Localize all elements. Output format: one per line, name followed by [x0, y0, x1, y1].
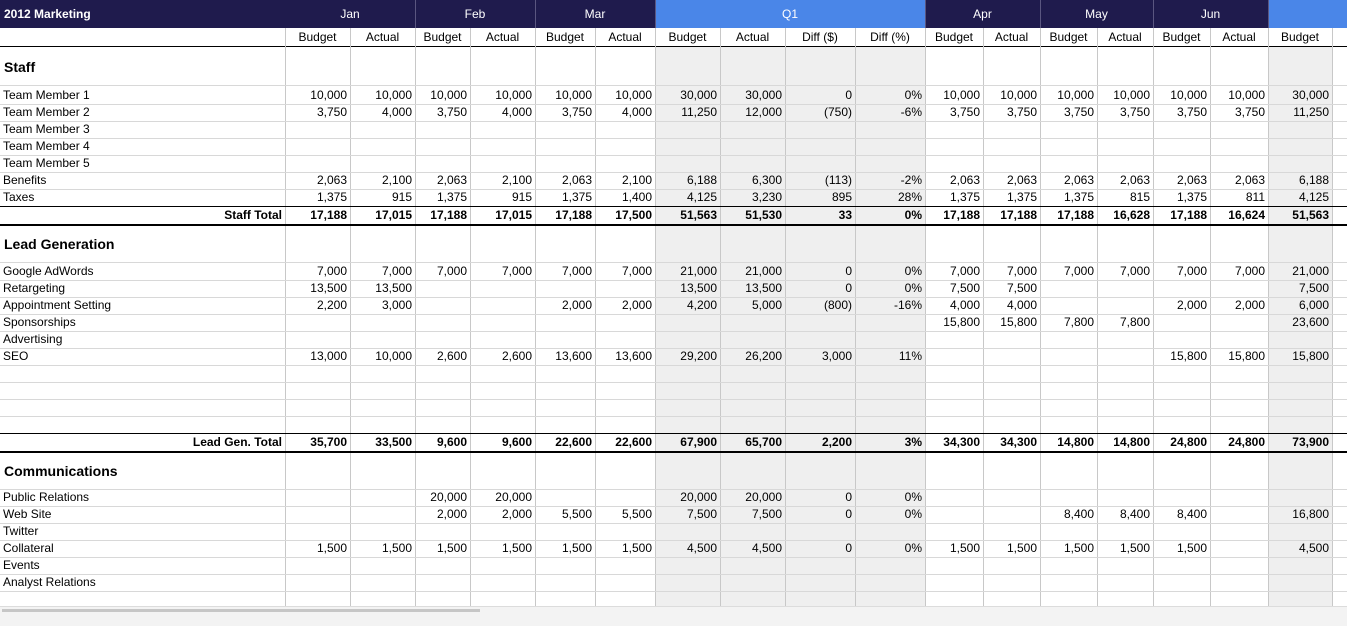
row-gridline [0, 85, 1347, 86]
data-cell[interactable]: 1,500 [501, 541, 532, 555]
row-label[interactable]: Sponsorships [3, 315, 76, 329]
data-cell[interactable]: 5,500 [561, 507, 592, 521]
data-cell[interactable]: 10,000 [555, 88, 592, 102]
row-label[interactable]: Retargeting [3, 281, 66, 295]
data-cell[interactable]: 7,000 [1119, 264, 1150, 278]
data-cell[interactable]: 1,500 [436, 541, 467, 555]
subheader-cell[interactable]: Actual [365, 30, 400, 44]
data-cell[interactable]: 0 [845, 541, 852, 555]
data-cell[interactable]: 4,000 [501, 105, 532, 119]
total-cell[interactable]: 0% [904, 208, 922, 222]
data-cell[interactable]: 26,200 [745, 349, 782, 363]
scrollbar-thumb[interactable] [2, 609, 480, 612]
subheader-cell[interactable]: Diff ($) [802, 30, 838, 44]
header-divider [1040, 0, 1041, 28]
data-cell[interactable]: 2,063 [436, 173, 467, 187]
total-cell[interactable]: 17,188 [310, 208, 347, 222]
data-cell[interactable]: 3,750 [1234, 105, 1265, 119]
data-cell[interactable]: 2,200 [316, 298, 347, 312]
data-cell[interactable]: 21,000 [680, 264, 717, 278]
data-cell[interactable]: 30,000 [745, 88, 782, 102]
total-cell[interactable]: 17,188 [555, 208, 592, 222]
row-label[interactable]: Appointment Setting [3, 298, 112, 312]
row-label[interactable]: Web Site [3, 507, 52, 521]
month-header[interactable] [1268, 0, 1347, 28]
data-cell[interactable]: 8,400 [1063, 507, 1094, 521]
data-cell[interactable]: 7,800 [1119, 315, 1150, 329]
month-header[interactable]: Jan [340, 7, 360, 21]
data-cell[interactable]: 3,750 [1119, 105, 1150, 119]
data-cell[interactable]: 13,500 [680, 281, 717, 295]
data-cell[interactable]: 11,250 [1293, 105, 1329, 119]
subheader-cell[interactable]: Budget [298, 30, 337, 44]
data-cell[interactable]: 0% [904, 281, 922, 295]
row-label[interactable]: Team Member 4 [3, 139, 90, 153]
data-cell[interactable]: 4,000 [381, 105, 412, 119]
data-cell[interactable]: 15,800 [943, 315, 980, 329]
total-cell[interactable]: 17,188 [1170, 208, 1207, 222]
data-cell[interactable]: 3,750 [1063, 105, 1094, 119]
row-label[interactable]: Benefits [3, 173, 47, 187]
data-cell[interactable]: 3,000 [821, 349, 852, 363]
data-cell[interactable]: 2,100 [621, 173, 652, 187]
total-cell[interactable]: 16,628 [1113, 208, 1150, 222]
row-label[interactable]: Team Member 5 [3, 156, 90, 170]
data-cell[interactable]: 3,000 [381, 298, 412, 312]
data-cell[interactable]: 10,000 [943, 88, 980, 102]
data-cell[interactable]: 1,375 [1063, 190, 1094, 204]
data-cell[interactable]: 3,230 [751, 190, 782, 204]
total-cell[interactable]: 73,900 [1292, 435, 1329, 449]
data-cell[interactable]: 3,750 [436, 105, 467, 119]
subheader-cell[interactable]: Budget [545, 30, 585, 44]
sheet-title: 2012 Marketing [4, 7, 91, 21]
month-header[interactable]: Mar [584, 7, 606, 21]
row-label[interactable]: Analyst Relations [3, 575, 96, 589]
data-cell[interactable]: 0% [904, 507, 922, 521]
data-cell[interactable]: 28% [897, 190, 922, 204]
data-cell[interactable]: 8,400 [1176, 507, 1207, 521]
data-cell[interactable]: 0 [845, 490, 852, 504]
row-label[interactable]: Twitter [3, 524, 39, 538]
data-cell[interactable]: 915 [511, 190, 532, 204]
data-cell[interactable]: 3,750 [949, 105, 980, 119]
row-label[interactable]: Google AdWords [3, 264, 94, 278]
data-cell[interactable]: 3,750 [1006, 105, 1037, 119]
data-cell[interactable]: 2,063 [1176, 173, 1207, 187]
data-cell[interactable]: 11,250 [681, 105, 717, 119]
total-cell[interactable]: 65,700 [745, 435, 782, 449]
total-cell[interactable]: 67,900 [680, 435, 717, 449]
data-cell[interactable]: 0 [845, 507, 852, 521]
data-cell[interactable]: 0% [904, 88, 922, 102]
header-divider [1153, 0, 1154, 28]
data-cell[interactable]: 7,000 [436, 264, 467, 278]
data-cell[interactable]: 10,000 [615, 88, 652, 102]
data-cell[interactable]: 30,000 [680, 88, 717, 102]
data-cell[interactable]: -6% [900, 105, 922, 119]
data-cell[interactable]: 4,500 [1298, 541, 1329, 555]
data-cell[interactable]: 23,600 [1292, 315, 1329, 329]
data-cell[interactable]: 2,000 [1234, 298, 1265, 312]
total-cell[interactable]: 9,600 [436, 435, 467, 449]
data-cell[interactable]: 20,000 [680, 490, 717, 504]
data-cell[interactable]: 5,500 [621, 507, 652, 521]
data-cell[interactable]: 2,063 [1006, 173, 1037, 187]
column-gridline [1332, 28, 1333, 606]
data-cell[interactable]: 6,188 [686, 173, 717, 187]
total-cell[interactable]: 35,700 [310, 435, 347, 449]
row-label[interactable]: SEO [3, 349, 29, 363]
data-cell[interactable]: 1,500 [949, 541, 980, 555]
data-cell[interactable]: 1,375 [561, 190, 592, 204]
subheader-cell[interactable]: Diff (%) [870, 30, 910, 44]
subheader-cell[interactable]: Actual [994, 30, 1029, 44]
data-cell[interactable]: 10,000 [430, 88, 467, 102]
data-cell[interactable]: 20,000 [745, 490, 782, 504]
data-cell[interactable]: 10,000 [1000, 88, 1037, 102]
subheader-cell[interactable]: Budget [1162, 30, 1201, 44]
data-cell[interactable]: 4,500 [751, 541, 782, 555]
data-cell[interactable]: 4,200 [686, 298, 717, 312]
total-cell[interactable]: 33 [838, 208, 852, 222]
section-title: Lead Generation [4, 236, 115, 252]
total-cell[interactable]: 14,800 [1057, 435, 1094, 449]
data-cell[interactable]: 2,000 [561, 298, 592, 312]
row-label[interactable]: Advertising [3, 332, 63, 346]
total-cell[interactable]: 17,188 [1000, 208, 1037, 222]
data-cell[interactable]: 7,000 [381, 264, 412, 278]
data-cell[interactable]: 1,375 [1006, 190, 1037, 204]
total-cell[interactable]: 22,600 [555, 435, 592, 449]
subheader-cell[interactable]: Actual [735, 30, 770, 44]
data-cell[interactable]: 15,800 [1292, 349, 1329, 363]
total-label: Lead Gen. Total [192, 435, 282, 449]
data-cell[interactable]: 0 [845, 281, 852, 295]
data-cell[interactable]: 3,750 [561, 105, 592, 119]
total-cell[interactable]: 3% [904, 435, 922, 449]
horizontal-scrollbar[interactable] [0, 606, 1347, 626]
data-cell[interactable]: 7,000 [1234, 264, 1265, 278]
row-gridline [0, 416, 1347, 417]
data-cell[interactable]: 3,750 [316, 105, 347, 119]
data-cell[interactable]: -2% [900, 173, 922, 187]
data-cell[interactable]: 815 [1129, 190, 1150, 204]
total-cell[interactable]: 16,624 [1228, 208, 1265, 222]
data-cell[interactable]: 12,000 [745, 105, 782, 119]
total-bottom-border [0, 224, 1347, 226]
data-cell[interactable]: 811 [1245, 190, 1265, 204]
header-divider [1268, 0, 1269, 28]
subheader-cell[interactable]: Budget [934, 30, 974, 44]
total-cell[interactable]: 22,600 [615, 435, 652, 449]
data-cell[interactable]: 13,000 [310, 349, 347, 363]
data-cell[interactable]: 15,800 [1170, 349, 1207, 363]
section-title: Communications [4, 463, 118, 479]
data-cell[interactable]: 21,000 [745, 264, 782, 278]
row-label[interactable]: Team Member 1 [3, 88, 90, 102]
subheader-cell[interactable]: Actual [485, 30, 520, 44]
data-cell[interactable]: 2,100 [381, 173, 412, 187]
subheader-cell[interactable]: Actual [1108, 30, 1142, 44]
data-cell[interactable]: 13,500 [375, 281, 412, 295]
data-cell[interactable]: 10,000 [1057, 88, 1094, 102]
data-cell[interactable]: 2,000 [621, 298, 652, 312]
data-cell[interactable]: 2,000 [501, 507, 532, 521]
data-cell[interactable]: 30,000 [1292, 88, 1329, 102]
data-cell[interactable]: 10,000 [1170, 88, 1207, 102]
data-cell[interactable]: 29,200 [680, 349, 717, 363]
row-gridline [0, 365, 1347, 366]
month-header[interactable]: Jun [1200, 7, 1221, 21]
data-cell[interactable]: 1,500 [1119, 541, 1150, 555]
data-cell[interactable]: 0% [904, 541, 922, 555]
data-cell[interactable]: 5,000 [751, 298, 782, 312]
data-cell[interactable]: 7,000 [561, 264, 592, 278]
data-cell[interactable]: 7,000 [1006, 264, 1037, 278]
data-cell[interactable]: 895 [831, 190, 852, 204]
total-cell[interactable]: 51,563 [680, 208, 717, 222]
total-cell[interactable]: 17,015 [375, 208, 412, 222]
total-cell[interactable]: 33,500 [375, 435, 412, 449]
header-divider [655, 0, 656, 28]
data-cell[interactable]: 15,800 [1000, 315, 1037, 329]
data-cell[interactable]: 0 [845, 264, 852, 278]
row-gridline [0, 399, 1347, 400]
data-cell[interactable]: 2,063 [1234, 173, 1265, 187]
data-cell[interactable]: 13,600 [555, 349, 592, 363]
data-cell[interactable]: -16% [893, 298, 922, 312]
data-cell[interactable]: 2,063 [949, 173, 980, 187]
row-gridline [0, 382, 1347, 383]
data-cell[interactable]: 1,500 [1176, 541, 1207, 555]
subheader-cell[interactable]: Budget [668, 30, 707, 44]
data-cell[interactable]: 6,000 [1298, 298, 1329, 312]
total-bottom-border [0, 451, 1347, 453]
total-cell[interactable]: 9,600 [501, 435, 532, 449]
total-cell[interactable]: 24,800 [1170, 435, 1207, 449]
data-cell[interactable]: 1,400 [621, 190, 652, 204]
header-divider [415, 0, 416, 28]
subheader-cell[interactable]: Budget [1049, 30, 1088, 44]
data-cell[interactable]: 7,000 [621, 264, 652, 278]
total-cell[interactable]: 17,188 [430, 208, 467, 222]
data-cell[interactable]: 1,500 [316, 541, 347, 555]
data-cell[interactable]: 7,000 [1063, 264, 1094, 278]
data-cell[interactable]: 1,375 [436, 190, 467, 204]
data-cell[interactable]: 6,188 [1298, 173, 1329, 187]
data-cell[interactable]: 915 [391, 190, 412, 204]
section-title: Staff [4, 59, 36, 75]
data-cell[interactable]: 7,000 [949, 264, 980, 278]
total-cell[interactable]: 2,200 [821, 435, 852, 449]
data-cell[interactable]: 2,000 [436, 507, 467, 521]
data-cell[interactable]: (750) [823, 105, 852, 119]
total-cell[interactable]: 17,188 [943, 208, 980, 222]
subheader-row [0, 29, 1347, 46]
data-cell[interactable]: 2,063 [1119, 173, 1150, 187]
data-cell[interactable]: 0 [845, 88, 852, 102]
month-header[interactable]: May [1085, 7, 1108, 21]
total-cell[interactable]: 34,300 [1000, 435, 1037, 449]
subheader-cell[interactable]: Budget [423, 30, 462, 44]
data-cell[interactable]: 1,500 [561, 541, 592, 555]
data-cell[interactable]: 10,000 [1113, 88, 1150, 102]
data-cell[interactable]: 21,000 [1292, 264, 1329, 278]
data-cell[interactable]: 1,500 [381, 541, 412, 555]
data-cell[interactable]: 2,063 [561, 173, 592, 187]
data-cell[interactable]: (800) [823, 298, 852, 312]
data-cell[interactable]: 20,000 [430, 490, 467, 504]
data-cell[interactable]: 13,500 [745, 281, 782, 295]
subheader-cell[interactable]: Budget [1280, 30, 1320, 44]
month-header[interactable]: Feb [464, 7, 486, 21]
month-header[interactable]: Apr [973, 7, 992, 21]
data-cell[interactable]: 2,063 [316, 173, 347, 187]
total-label: Staff Total [224, 208, 282, 222]
data-cell[interactable]: 15,800 [1228, 349, 1265, 363]
data-cell[interactable]: 11% [898, 349, 922, 363]
data-cell[interactable]: 2,600 [501, 349, 532, 363]
data-cell[interactable]: 7,500 [1006, 281, 1037, 295]
subheader-cell[interactable]: Actual [608, 30, 642, 44]
data-cell[interactable]: 4,125 [1298, 190, 1329, 204]
data-cell[interactable]: 0% [904, 264, 922, 278]
data-cell[interactable]: 10,000 [495, 88, 532, 102]
data-cell[interactable]: 1,375 [316, 190, 347, 204]
row-gridline [0, 591, 1347, 592]
data-cell[interactable]: (113) [824, 173, 852, 187]
total-cell[interactable]: 51,530 [745, 208, 782, 222]
data-cell[interactable]: 7,000 [501, 264, 532, 278]
data-cell[interactable]: 1,375 [949, 190, 980, 204]
data-cell[interactable]: 4,125 [686, 190, 717, 204]
data-cell[interactable]: 7,500 [1298, 281, 1329, 295]
header-divider [535, 0, 536, 28]
header-divider [925, 0, 926, 28]
total-cell[interactable]: 17,188 [1057, 208, 1094, 222]
row-label[interactable]: Events [3, 558, 40, 572]
data-cell[interactable]: 13,500 [310, 281, 347, 295]
subheader-cell[interactable]: Actual [1222, 30, 1256, 44]
data-cell[interactable]: 20,000 [495, 490, 532, 504]
data-cell[interactable]: 4,500 [686, 541, 717, 555]
row-label[interactable]: Team Member 3 [3, 122, 90, 136]
data-cell[interactable]: 3,750 [1176, 105, 1207, 119]
total-cell[interactable]: 17,015 [495, 208, 532, 222]
data-cell[interactable]: 16,800 [1292, 507, 1329, 521]
subheader-bottom-border [0, 46, 1347, 47]
data-cell[interactable]: 4,000 [949, 298, 980, 312]
data-cell[interactable]: 7,000 [1176, 264, 1207, 278]
data-cell[interactable]: 2,063 [1063, 173, 1094, 187]
data-cell[interactable]: 2,100 [501, 173, 532, 187]
data-cell[interactable]: 1,500 [1006, 541, 1037, 555]
total-cell[interactable]: 51,563 [1292, 208, 1329, 222]
row-label[interactable]: Team Member 2 [3, 105, 90, 119]
data-cell[interactable]: 10,000 [375, 349, 412, 363]
data-cell[interactable]: 7,500 [751, 507, 782, 521]
row-label[interactable]: Public Relations [3, 490, 90, 504]
data-cell[interactable]: 1,500 [1063, 541, 1094, 555]
data-cell[interactable]: 4,000 [1006, 298, 1037, 312]
data-cell[interactable]: 10,000 [310, 88, 347, 102]
data-cell[interactable]: 8,400 [1119, 507, 1150, 521]
data-cell[interactable]: 10,000 [1228, 88, 1265, 102]
month-header[interactable]: Q1 [781, 7, 798, 21]
data-cell[interactable]: 6,300 [751, 173, 782, 187]
data-cell[interactable]: 7,800 [1063, 315, 1094, 329]
total-cell[interactable]: 34,300 [943, 435, 980, 449]
data-cell[interactable]: 7,500 [686, 507, 717, 521]
total-cell[interactable]: 17,500 [615, 208, 652, 222]
data-cell[interactable]: 2,600 [436, 349, 467, 363]
data-cell[interactable]: 1,375 [1176, 190, 1207, 204]
total-cell[interactable]: 14,800 [1113, 435, 1150, 449]
data-cell[interactable]: 2,000 [1176, 298, 1207, 312]
data-cell[interactable]: 0% [904, 490, 922, 504]
data-cell[interactable]: 1,500 [621, 541, 652, 555]
data-cell[interactable]: 13,600 [615, 349, 652, 363]
data-cell[interactable]: 7,000 [316, 264, 347, 278]
total-cell[interactable]: 24,800 [1228, 435, 1265, 449]
data-cell[interactable]: 7,500 [949, 281, 980, 295]
row-label[interactable]: Collateral [3, 541, 54, 555]
row-label[interactable]: Taxes [3, 190, 35, 204]
data-cell[interactable]: 4,000 [621, 105, 652, 119]
data-cell[interactable]: 10,000 [375, 88, 412, 102]
